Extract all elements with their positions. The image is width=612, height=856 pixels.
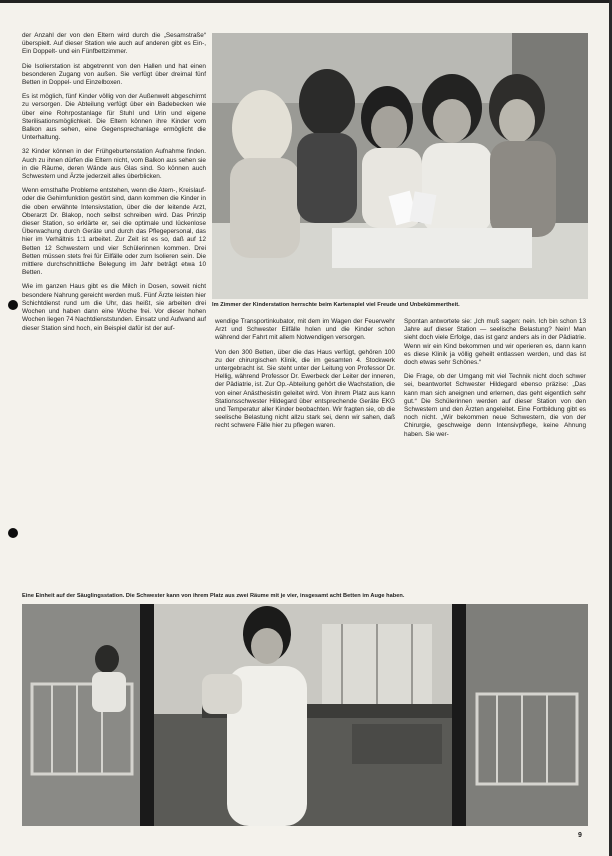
text-column-middle [215, 318, 395, 437]
page-number: 9 [578, 832, 582, 839]
paragraph: 32 Kinder können in der Frühgeburtenstation Aufnahme finden. Auch zu ihnen dürfen die Eltern nicht, vom Balkon aus sehen sie in die Räume, deren Wände aus Glas sind. So können auch Schwestern und Ärzte jederzeit alles überblicken. [22, 148, 206, 181]
paragraph: Die Isolierstation ist abgetrennt von den Hallen und hat einen besonderen Zugang von außen. Sie verfügt über dreimal fünf Betten in Doppel- und Einzelboxen. [22, 62, 206, 87]
paragraph: Spontan antwortete sie: „Ich muß sagen: nein. Ich bin schon 13 Jahre auf dieser Station — seelische Belastung? Nein! Man sieht doch viele Erfolge, das ist ganz anders als in der Pädiatrie. Wenn wir ein Kind bekommen und wir operieren es, dann kann es diese Klinik ja völlig geheilt entlassen werden, und das ist doch etwas sehr Schönes.“ [404, 318, 586, 367]
photo-infant-ward [22, 604, 588, 826]
paragraph: Wie im ganzen Haus gibt es die Milch in Dosen, soweit nicht besondere Nahrung gereicht werden muß. Fünf Ärzte leisten hier Schichtdienst rund um die Uhr, das heißt, sie arbeiten drei Wochen und haben dann eine Woche frei. Vor dieser hohen Wochen liegen 74 Nachtdienststunden. Einsatz und Aufwand auf dieser Station sind hoch, ein Beispiel dafür ist der auf- [22, 283, 207, 332]
scan-edge-top [0, 0, 612, 3]
text-column-left [22, 32, 206, 339]
paragraph: Es ist möglich, fünf Kinder völlig von der Außenwelt abgeschirmt zu versorgen. Die Abteilung verfügt über ein Badebecken wie über eine Rohrpostanlage für Stuhl und Urin und eigene Sterilisationsmöglichkeit. Die Eltern können ihre Kinder vom Balkon aus sehen, eine Gegensprechanlage ermöglicht die Unterhaltung. [22, 93, 206, 142]
paragraph: der Anzahl der von den Eltern wird durch die „Sesamstraße“ überspielt. Auf dieser Station wie auch auf anderen gibt es Ein-, Ein Doppelt- und ein Fünfbettzimmer. [22, 32, 206, 56]
photo-illustration [212, 33, 588, 299]
text-column-right [404, 318, 586, 445]
paragraph: Von den 300 Betten, über die das Haus verfügt, gehören 100 zu der chirurgischen Klinik, die im gesamten 4. Stockwerk untergebracht ist. Sie steht unter der Leitung von Professor Dr. Hellig, während Professor Dr. Ewerbeck der Leiter der inneren, der Pädiatrie, ist. Zur Op.-Abteilung gehört die Wachstation, die von einer Anästhesistin geleitet wird. Von ihrem Platz aus kann Stationsschwester Hildegard über entsprechende Geräte EKG und Temperatur aller Kinder beobachten. Wir fragten sie, ob die seelische Belastung nicht allzu stark sei, denn wir sahen, daß recht schwere Fälle hier zu pflegen waren. [215, 348, 395, 430]
paragraph: Die Frage, ob der Umgang mit viel Technik nicht doch schwer sei, beantwortet Schwester Hildegard ebenso präzise: „Das kann man sich aneignen und erlernen, das geht eigentlich sehr gut.“ Die Schülerinnen werden auf dieser Station von den Schwestern und den Ärzten angeleitet. Eine Fortbildung gibt es noch nicht. „Wir bekommen neue Schwestern, die von der Chirurgie, geschweige denn Intensivpflege, keine Ahnung haben. Sie wer- [404, 373, 586, 438]
photo-illustration [22, 604, 588, 826]
binder-hole-icon [8, 300, 18, 310]
photo-children-card-game [212, 33, 588, 299]
photo-caption-bottom: Eine Einheit auf der Säuglingsstation. Die Schwester kann von ihrem Platz aus zwei Räume mit je vier, insgesamt acht Betten im Auge haben. [22, 593, 405, 599]
paragraph: wendige Transportinkubator, mit dem im Wagen der Feuerwehr Arzt und Schwester Eilfälle holen und die Kinder schon während der Fahrt mit allem Notwendigen versorgen. [215, 318, 395, 342]
paragraph: Wenn ernsthafte Probleme entstehen, wenn die Atem-, Kreislauf- oder die Gehirnfunktion gestört sind, dann kommen die Kinder in die oben erwähnte Intensivstation, über die der leitende Arzt, Oberarzt Dr. Blakop, noch selbst schreiben wird. Das Prinzip dieser Station, so erklärte er, sei die optimale und lückenlose Überwachung durch Geräte und durch das Pflegepersonal, das hier im Verhältnis 1:1 arbeitet. Zur Zeit ist es so, daß auf 12 Betten 12 Schwestern und vier Schülerinnen kommen. Drei Betten müssen stets frei für Eilfälle oder zum Isolieren sein. Die mittlere durchschnittliche Belegung im Jahr beträgt etwa 10 Betten. [22, 187, 206, 277]
binder-hole-icon [8, 528, 18, 538]
photo-caption-top: Im Zimmer der Kinderstation herrschte beim Kartenspiel viel Freude und Unbekümmertheit. [212, 302, 460, 308]
